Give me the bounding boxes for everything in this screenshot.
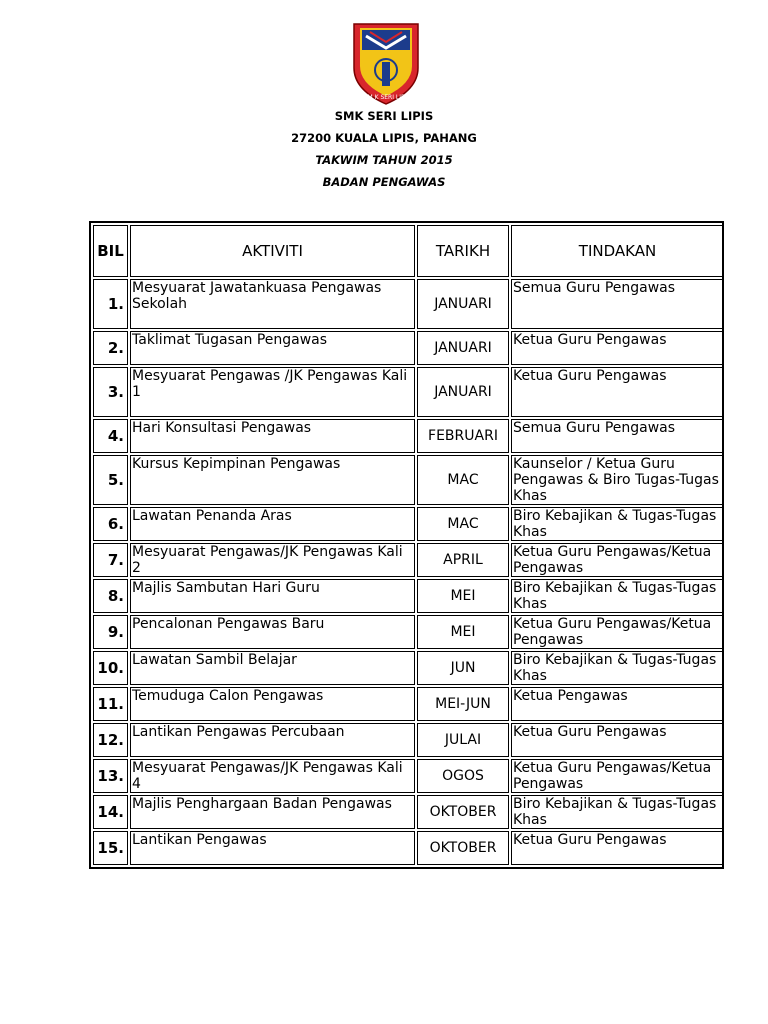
row-activity: Temuduga Calon Pengawas [130, 687, 415, 721]
col-header-aktiviti: AKTIVITI [130, 225, 415, 277]
row-number: 11. [93, 687, 128, 721]
row-number: 3. [93, 367, 128, 417]
table-row [93, 331, 724, 365]
school-name: SMK SERI LIPIS [334, 109, 434, 123]
table-row [93, 579, 724, 613]
row-action: Ketua Guru Pengawas/Ketua Pengawas [511, 615, 724, 649]
table-row [93, 367, 724, 417]
row-number: 9. [93, 615, 128, 649]
row-activity: Lawatan Penanda Aras [130, 507, 415, 541]
row-action: Ketua Guru Pengawas [511, 723, 724, 757]
table-row [93, 615, 724, 649]
col-header-bil: BIL [93, 225, 128, 277]
row-number: 6. [93, 507, 128, 541]
row-number: 13. [93, 759, 128, 793]
row-number: 15. [93, 831, 128, 865]
row-activity: Mesyuarat Pengawas/JK Pengawas Kali 2 [130, 543, 415, 577]
row-number: 8. [93, 579, 128, 613]
svg-text:S M K SERI LIPIS: S M K SERI LIPIS [361, 94, 411, 101]
table-row [93, 507, 724, 541]
row-activity: Mesyuarat Pengawas/JK Pengawas Kali 4 [130, 759, 415, 793]
row-activity: Mesyuarat Jawatankuasa Pengawas Sekolah [130, 279, 415, 329]
table-row [93, 543, 724, 577]
row-activity: Hari Konsultasi Pengawas [130, 419, 415, 453]
table-row [93, 759, 724, 793]
row-activity: Mesyuarat Pengawas /JK Pengawas Kali 1 [130, 367, 415, 417]
row-action: Biro Kebajikan & Tugas-Tugas Khas [511, 507, 724, 541]
row-date: JANUARI [417, 367, 509, 417]
row-number: 14. [93, 795, 128, 829]
row-action: Semua Guru Pengawas [511, 279, 724, 329]
row-activity: Lawatan Sambil Belajar [130, 651, 415, 685]
table-row [93, 651, 724, 685]
row-action: Biro Kebajikan & Tugas-Tugas Khas [511, 795, 724, 829]
row-activity: Kursus Kepimpinan Pengawas [130, 455, 415, 505]
row-date: MEI [417, 615, 509, 649]
row-activity: Pencalonan Pengawas Baru [130, 615, 415, 649]
row-number: 2. [93, 331, 128, 365]
table-row [93, 687, 724, 721]
row-action: Ketua Guru Pengawas [511, 831, 724, 865]
row-date: MAC [417, 455, 509, 505]
table-row [93, 723, 724, 757]
school-address: 27200 KUALA LIPIS, PAHANG [291, 131, 477, 145]
school-crest-logo [348, 18, 424, 108]
col-header-tindakan: TINDAKAN [511, 225, 724, 277]
row-date: FEBRUARI [417, 419, 509, 453]
row-action: Biro Kebajikan & Tugas-Tugas Khas [511, 651, 724, 685]
row-activity: Lantikan Pengawas [130, 831, 415, 865]
row-number: 5. [93, 455, 128, 505]
row-action: Ketua Pengawas [511, 687, 724, 721]
row-action: Ketua Guru Pengawas [511, 331, 724, 365]
row-activity: Taklimat Tugasan Pengawas [130, 331, 415, 365]
row-action: Ketua Guru Pengawas/Ketua Pengawas [511, 759, 724, 793]
row-date: JUN [417, 651, 509, 685]
table-header-row [93, 225, 724, 277]
row-number: 12. [93, 723, 128, 757]
row-date: OKTOBER [417, 831, 509, 865]
col-header-tarikh: TARIKH [417, 225, 509, 277]
row-number: 1. [93, 279, 128, 329]
row-number: 10. [93, 651, 128, 685]
row-action: Ketua Guru Pengawas/Ketua Pengawas [511, 543, 724, 577]
row-action: Semua Guru Pengawas [511, 419, 724, 453]
row-activity: Majlis Sambutan Hari Guru [130, 579, 415, 613]
row-activity: Majlis Penghargaan Badan Pengawas [130, 795, 415, 829]
row-date: JANUARI [417, 279, 509, 329]
row-number: 4. [93, 419, 128, 453]
row-date: JULAI [417, 723, 509, 757]
table-row [93, 831, 724, 865]
row-date: APRIL [417, 543, 509, 577]
activity-table [89, 221, 724, 869]
calendar-title: TAKWIM TAHUN 2015 [315, 153, 453, 167]
table-row [93, 419, 724, 453]
unit-title: BADAN PENGAWAS [322, 175, 446, 189]
row-date: OKTOBER [417, 795, 509, 829]
row-date: MEI-JUN [417, 687, 509, 721]
row-date: OGOS [417, 759, 509, 793]
table-row [93, 795, 724, 829]
row-date: MEI [417, 579, 509, 613]
row-number: 7. [93, 543, 128, 577]
row-date: MAC [417, 507, 509, 541]
table-row [93, 455, 724, 505]
row-action: Ketua Guru Pengawas [511, 367, 724, 417]
row-date: JANUARI [417, 331, 509, 365]
row-action: Biro Kebajikan & Tugas-Tugas Khas [511, 579, 724, 613]
row-action: Kaunselor / Ketua Guru Pengawas & Biro Tugas-Tugas Khas [511, 455, 724, 505]
table-row [93, 279, 724, 329]
row-activity: Lantikan Pengawas Percubaan [130, 723, 415, 757]
